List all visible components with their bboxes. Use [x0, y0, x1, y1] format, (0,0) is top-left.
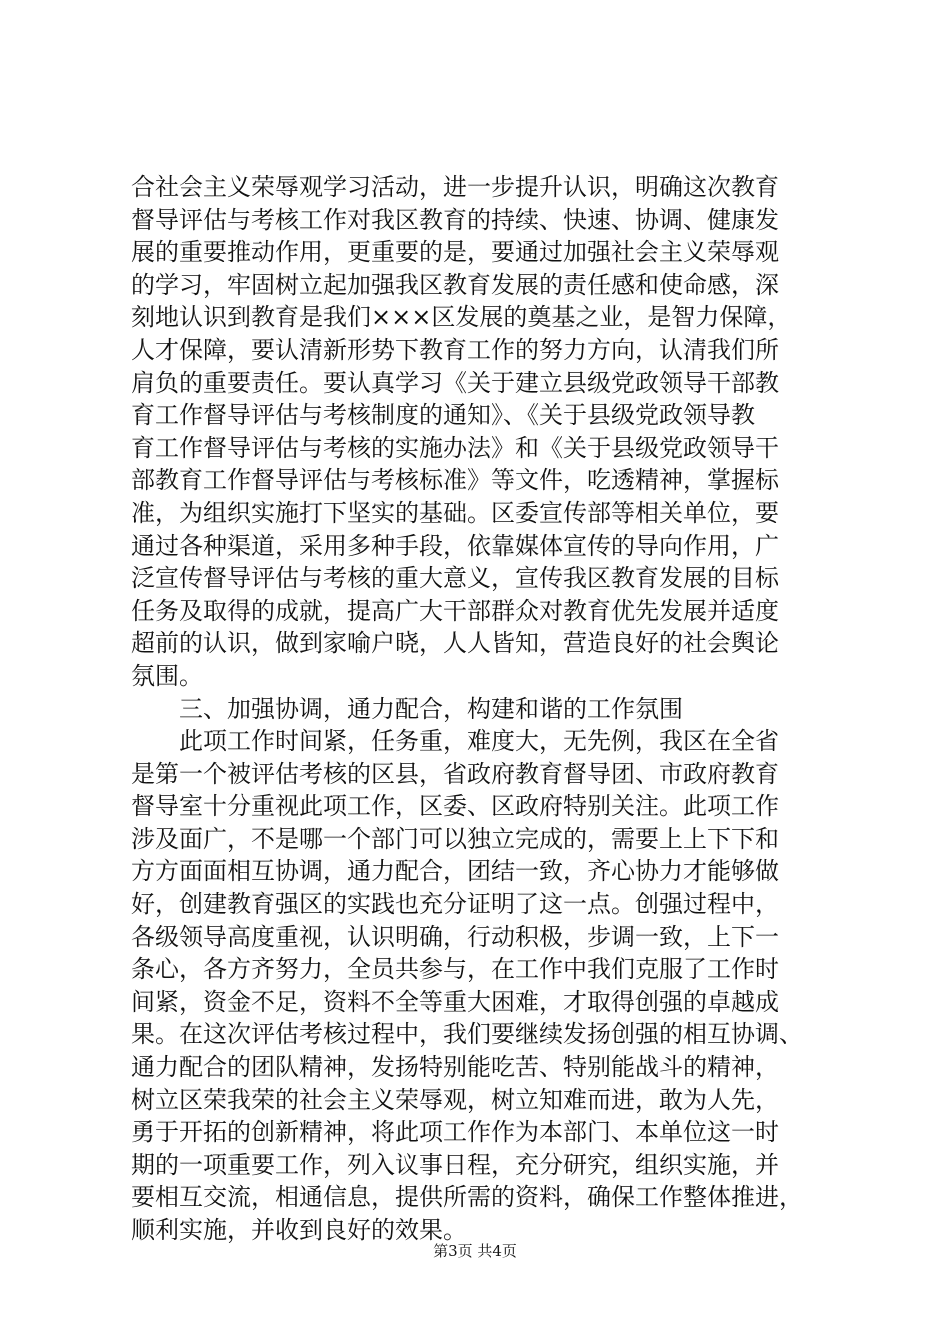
- paragraph-line: 超前的认识，做到家喻户晓，人人皆知，营造良好的社会舆论: [131, 629, 779, 658]
- paragraph-line: 顺利实施，并收到良好的效果。: [131, 1216, 467, 1244]
- paragraph-line: 氛围。: [131, 661, 203, 690]
- paragraph-line: 部教育工作督导评估与考核标准》等文件，吃透精神，掌握标: [131, 466, 779, 495]
- paragraph-line: 任务及取得的成就，提高广大干部群众对教育优先发展并适度: [131, 596, 779, 625]
- paragraph-line: 合社会主义荣辱观学习活动，进一步提升认识，明确这次教育: [131, 173, 779, 201]
- paragraph-line: 期的一项重要工作，列入议事日程，充分研究，组织实施，并: [131, 1150, 779, 1179]
- paragraph-line: 督导室十分重视此项工作，区委、区政府特别关注。此项工作: [131, 792, 779, 821]
- document-body: [131, 171, 851, 1247]
- paragraph-line: 各级领导高度重视，认识明确，行动积极，步调一致，上下一: [131, 922, 779, 951]
- paragraph-line: 督导评估与考核工作对我区教育的持续、快速、协调、健康发: [131, 205, 779, 234]
- paragraph-line: 方方面面相互协调，通力配合，团结一致，齐心协力才能够做: [131, 857, 779, 886]
- paragraph-line: 勇于开拓的创新精神，将此项工作作为本部门、本单位这一时: [131, 1118, 779, 1147]
- paragraph-line: 肩负的重要责任。要认真学习《关于建立县级党政领导干部教: [131, 368, 779, 397]
- paragraph-line: 育工作督导评估与考核制度的通知》、《关于县级党政领导教: [131, 401, 755, 430]
- paragraph-line: 刻地认识到教育是我们×××区发展的奠基之业，是智力保障，: [131, 303, 792, 332]
- section-heading: 三、加强协调，通力配合，构建和谐的工作氛围: [179, 694, 683, 723]
- paragraph-line: 展的重要推动作用，更重要的是，要通过加强社会主义荣辱观: [131, 238, 779, 267]
- paragraph-line: 树立区荣我荣的社会主义荣辱观，树立知难而进，敢为人先，: [131, 1085, 779, 1114]
- paragraph-line: 泛宣传督导评估与考核的重大意义，宣传我区教育发展的目标: [131, 564, 779, 593]
- paragraph-line: 要相互交流，相通信息，提供所需的资料，确保工作整体推进，: [131, 1183, 803, 1212]
- page-number-footer: 第3页 共4页: [433, 1242, 517, 1260]
- paragraph-line: 育工作督导评估与考核的实施办法》和《关于县级党政领导干: [131, 433, 779, 462]
- paragraph-first-line: 此项工作时间紧，任务重，难度大，无先例，我区在全省: [179, 727, 779, 756]
- paragraph-line: 好，创建教育强区的实践也充分证明了这一点。创强过程中，: [131, 890, 779, 919]
- paragraph-line: 是第一个被评估考核的区县，省政府教育督导团、市政府教育: [131, 759, 779, 788]
- paragraph-line: 准，为组织实施打下坚实的基础。区委宣传部等相关单位，要: [131, 498, 779, 527]
- paragraph-line: 通过各种渠道，采用多种手段，依靠媒体宣传的导向作用，广: [131, 531, 779, 560]
- paragraph-line: 条心，各方齐努力，全员共参与，在工作中我们克服了工作时: [131, 955, 779, 984]
- paragraph-line: 的学习，牢固树立起加强我区教育发展的责任感和使命感，深: [131, 270, 779, 299]
- paragraph-line: 果。在这次评估考核过程中，我们要继续发扬创强的相互协调、: [131, 1020, 803, 1049]
- paragraph-line: 间紧，资金不足，资料不全等重大困难，才取得创强的卓越成: [131, 987, 779, 1016]
- paragraph-line: 人才保障，要认清新形势下教育工作的努力方向，认清我们所: [131, 335, 779, 364]
- paragraph-line: 涉及面广，不是哪一个部门可以独立完成的，需要上上下下和: [131, 824, 779, 853]
- paragraph-line: 通力配合的团队精神，发扬特别能吃苦、特别能战斗的精神，: [131, 1053, 779, 1082]
